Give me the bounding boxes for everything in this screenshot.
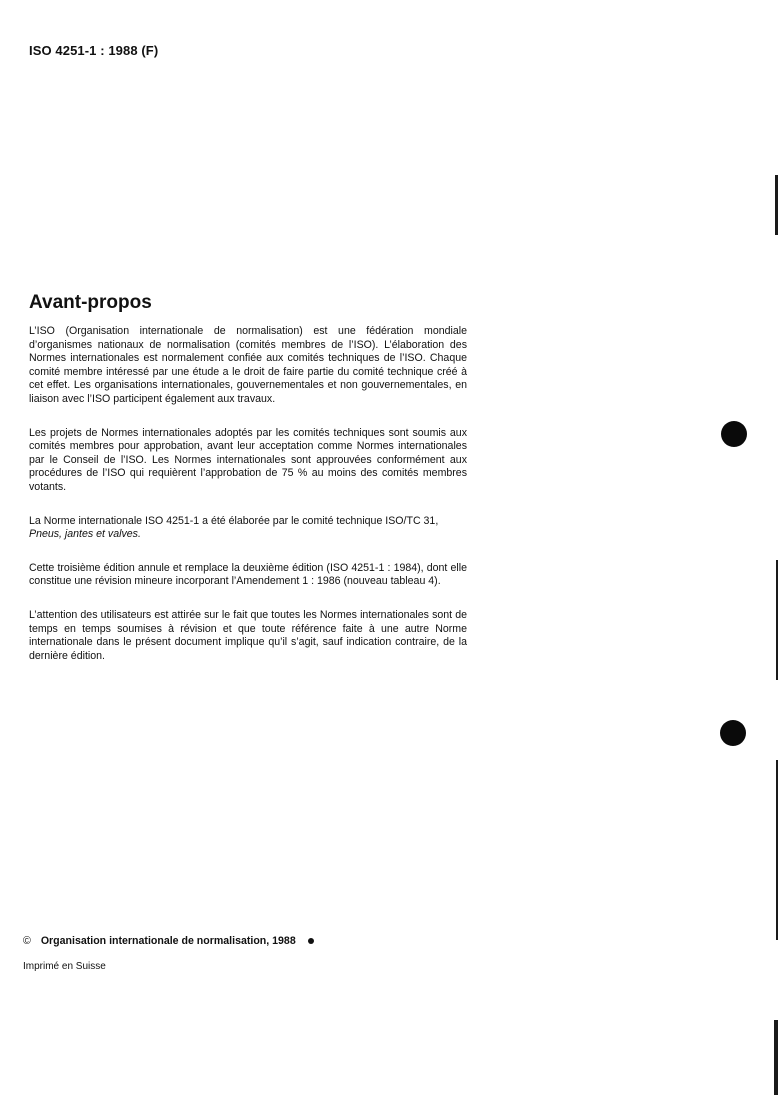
document-code: ISO 4251-1 : 1988 (F): [29, 43, 159, 58]
paragraph-revision-notice: L’attention des utilisateurs est attirée sur le fait que toutes les Normes internationales sont de temps en temps soumises à révision et que toute référence faite à une autre Norme internationale dans le présent document implique qu’il s’agit, sauf indication contraire, de la dernière édition.: [29, 608, 467, 662]
committee-text: La Norme internationale ISO 4251-1 a été élaborée par le comité technique ISO/TC 31,: [29, 514, 439, 527]
scan-edge-mark: [774, 1020, 778, 1095]
bullet-dot-icon: [308, 938, 314, 944]
punch-hole-icon: [720, 720, 746, 746]
paragraph-iso-description: L’ISO (Organisation internationale de normalisation) est une fédération mondiale d’organismes nationaux de normalisation (comités membres de l’ISO). L’élaboration des Normes internationales est normalement confiée aux comités techniques de l’ISO. Chaque comité membre intéressé par une étude a le droit de faire partie du comité technique créé à cet effet. Les organisations internationales, gouvernementales et non gouvernementales, en liaison avec l’ISO participent également aux travaux.: [29, 325, 467, 405]
printed-in: Imprimé en Suisse: [23, 961, 106, 972]
punch-hole-icon: [721, 421, 747, 447]
copyright-symbol: ©: [23, 935, 31, 947]
paragraph-technical-committee: [29, 515, 467, 542]
section-title: Avant-propos: [29, 292, 152, 313]
copyright-organisation: Organisation internationale de normalisation, 1988: [40, 935, 296, 947]
committee-title: Pneus, jantes et valves.: [29, 528, 141, 541]
foreword-body: [29, 325, 467, 683]
paragraph-draft-approval: Les projets de Normes internationales adoptés par les comités techniques sont soumis aux comités membres pour approbation, avant leur acceptation comme Normes internationales par le Conseil de l’ISO. Les Normes internationales sont approuvées conformément aux procédures de l’ISO qui requièrent l’approbation de 75 % au moins des comités membres votants.: [29, 426, 467, 493]
paragraph-edition: Cette troisième édition annule et remplace la deuxième édition (ISO 4251-1 : 1984), dont elle constitue une révision mineure incorporant l’Amendement 1 : 1986 (nouveau tableau 4).: [29, 561, 467, 588]
copyright-line: [23, 935, 314, 947]
